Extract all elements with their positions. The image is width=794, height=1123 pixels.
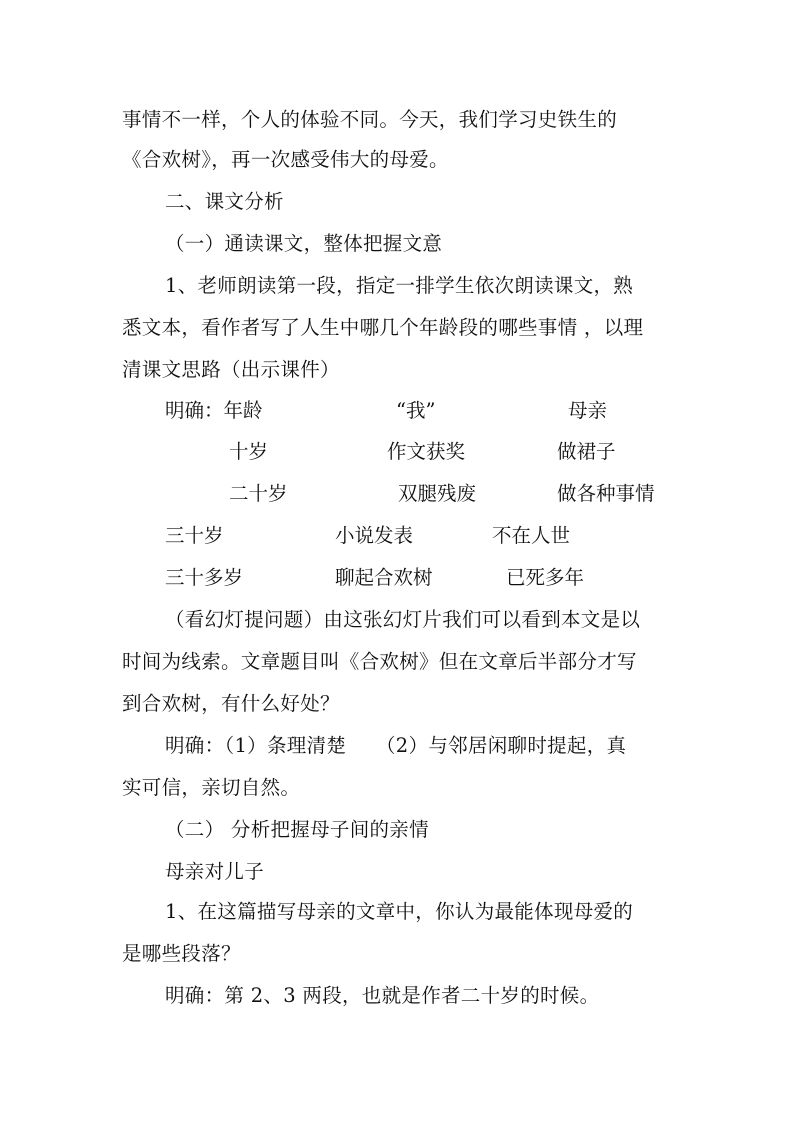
paragraph-line: 明确：（1）条理清楚 （2）与邻居闲聊时提起，真 — [165, 734, 627, 757]
paragraph-line: 时间为线索。文章题目叫《合欢树》但在文章后半部分才写 — [122, 650, 637, 673]
table-cell-me: 聊起合欢树 — [335, 566, 433, 589]
table-cell-age: 三十岁 — [165, 524, 224, 547]
paragraph-line: 是哪些段落？ — [122, 942, 241, 965]
subsection-heading: （一）通读课文，整体把握文意 — [165, 232, 443, 255]
subsection-heading: （二） 分析把握母子间的亲情 — [165, 818, 429, 841]
paragraph-line: 事情不一样，个人的体验不同。今天，我们学习史铁生的 — [122, 108, 618, 131]
table-header-me: “我” — [396, 399, 436, 422]
table-cell-age: 十岁 — [229, 440, 269, 463]
table-cell-mother: 不在人世 — [492, 524, 571, 547]
paragraph-line: 《合欢树》，再一次感受伟大的母爱。 — [122, 148, 449, 171]
section-heading: 二、课文分析 — [165, 190, 284, 213]
table-cell-age: 二十岁 — [229, 482, 288, 505]
table-header-age: 明确：年龄 — [165, 399, 263, 422]
paragraph-line: 实可信，亲切自然。 — [122, 776, 301, 799]
paragraph-line: 到合欢树，有什么好处？ — [122, 692, 340, 715]
paragraph-line: 1、在这篇描写母亲的文章中，你认为最能体现母爱的 — [165, 900, 634, 923]
table-cell-age: 三十多岁 — [165, 566, 244, 589]
table-cell-mother: 已死多年 — [506, 566, 585, 589]
subheading: 母亲对儿子 — [165, 860, 265, 883]
table-cell-me: 作文获奖 — [387, 440, 466, 463]
paragraph-line: 悉文本，看作者写了人生中哪几个年龄段的哪些事情 ，以理 — [122, 316, 644, 339]
table-cell-me: 双腿残废 — [398, 482, 477, 505]
table-cell-mother: 做裙子 — [557, 440, 616, 463]
paragraph-line: 明确：第 2、3 两段，也就是作者二十岁的时候。 — [165, 984, 600, 1007]
paragraph-line: （看幻灯提问题）由这张幻灯片我们可以看到本文是以 — [165, 608, 641, 631]
table-header-mother: 母亲 — [568, 399, 608, 422]
table-cell-me: 小说发表 — [335, 524, 414, 547]
table-cell-mother: 做各种事情 — [557, 482, 655, 505]
paragraph-line: 清课文思路（出示课件） — [122, 358, 340, 381]
paragraph-line: 1、老师朗读第一段，指定一排学生依次朗读课文，熟 — [165, 274, 634, 297]
